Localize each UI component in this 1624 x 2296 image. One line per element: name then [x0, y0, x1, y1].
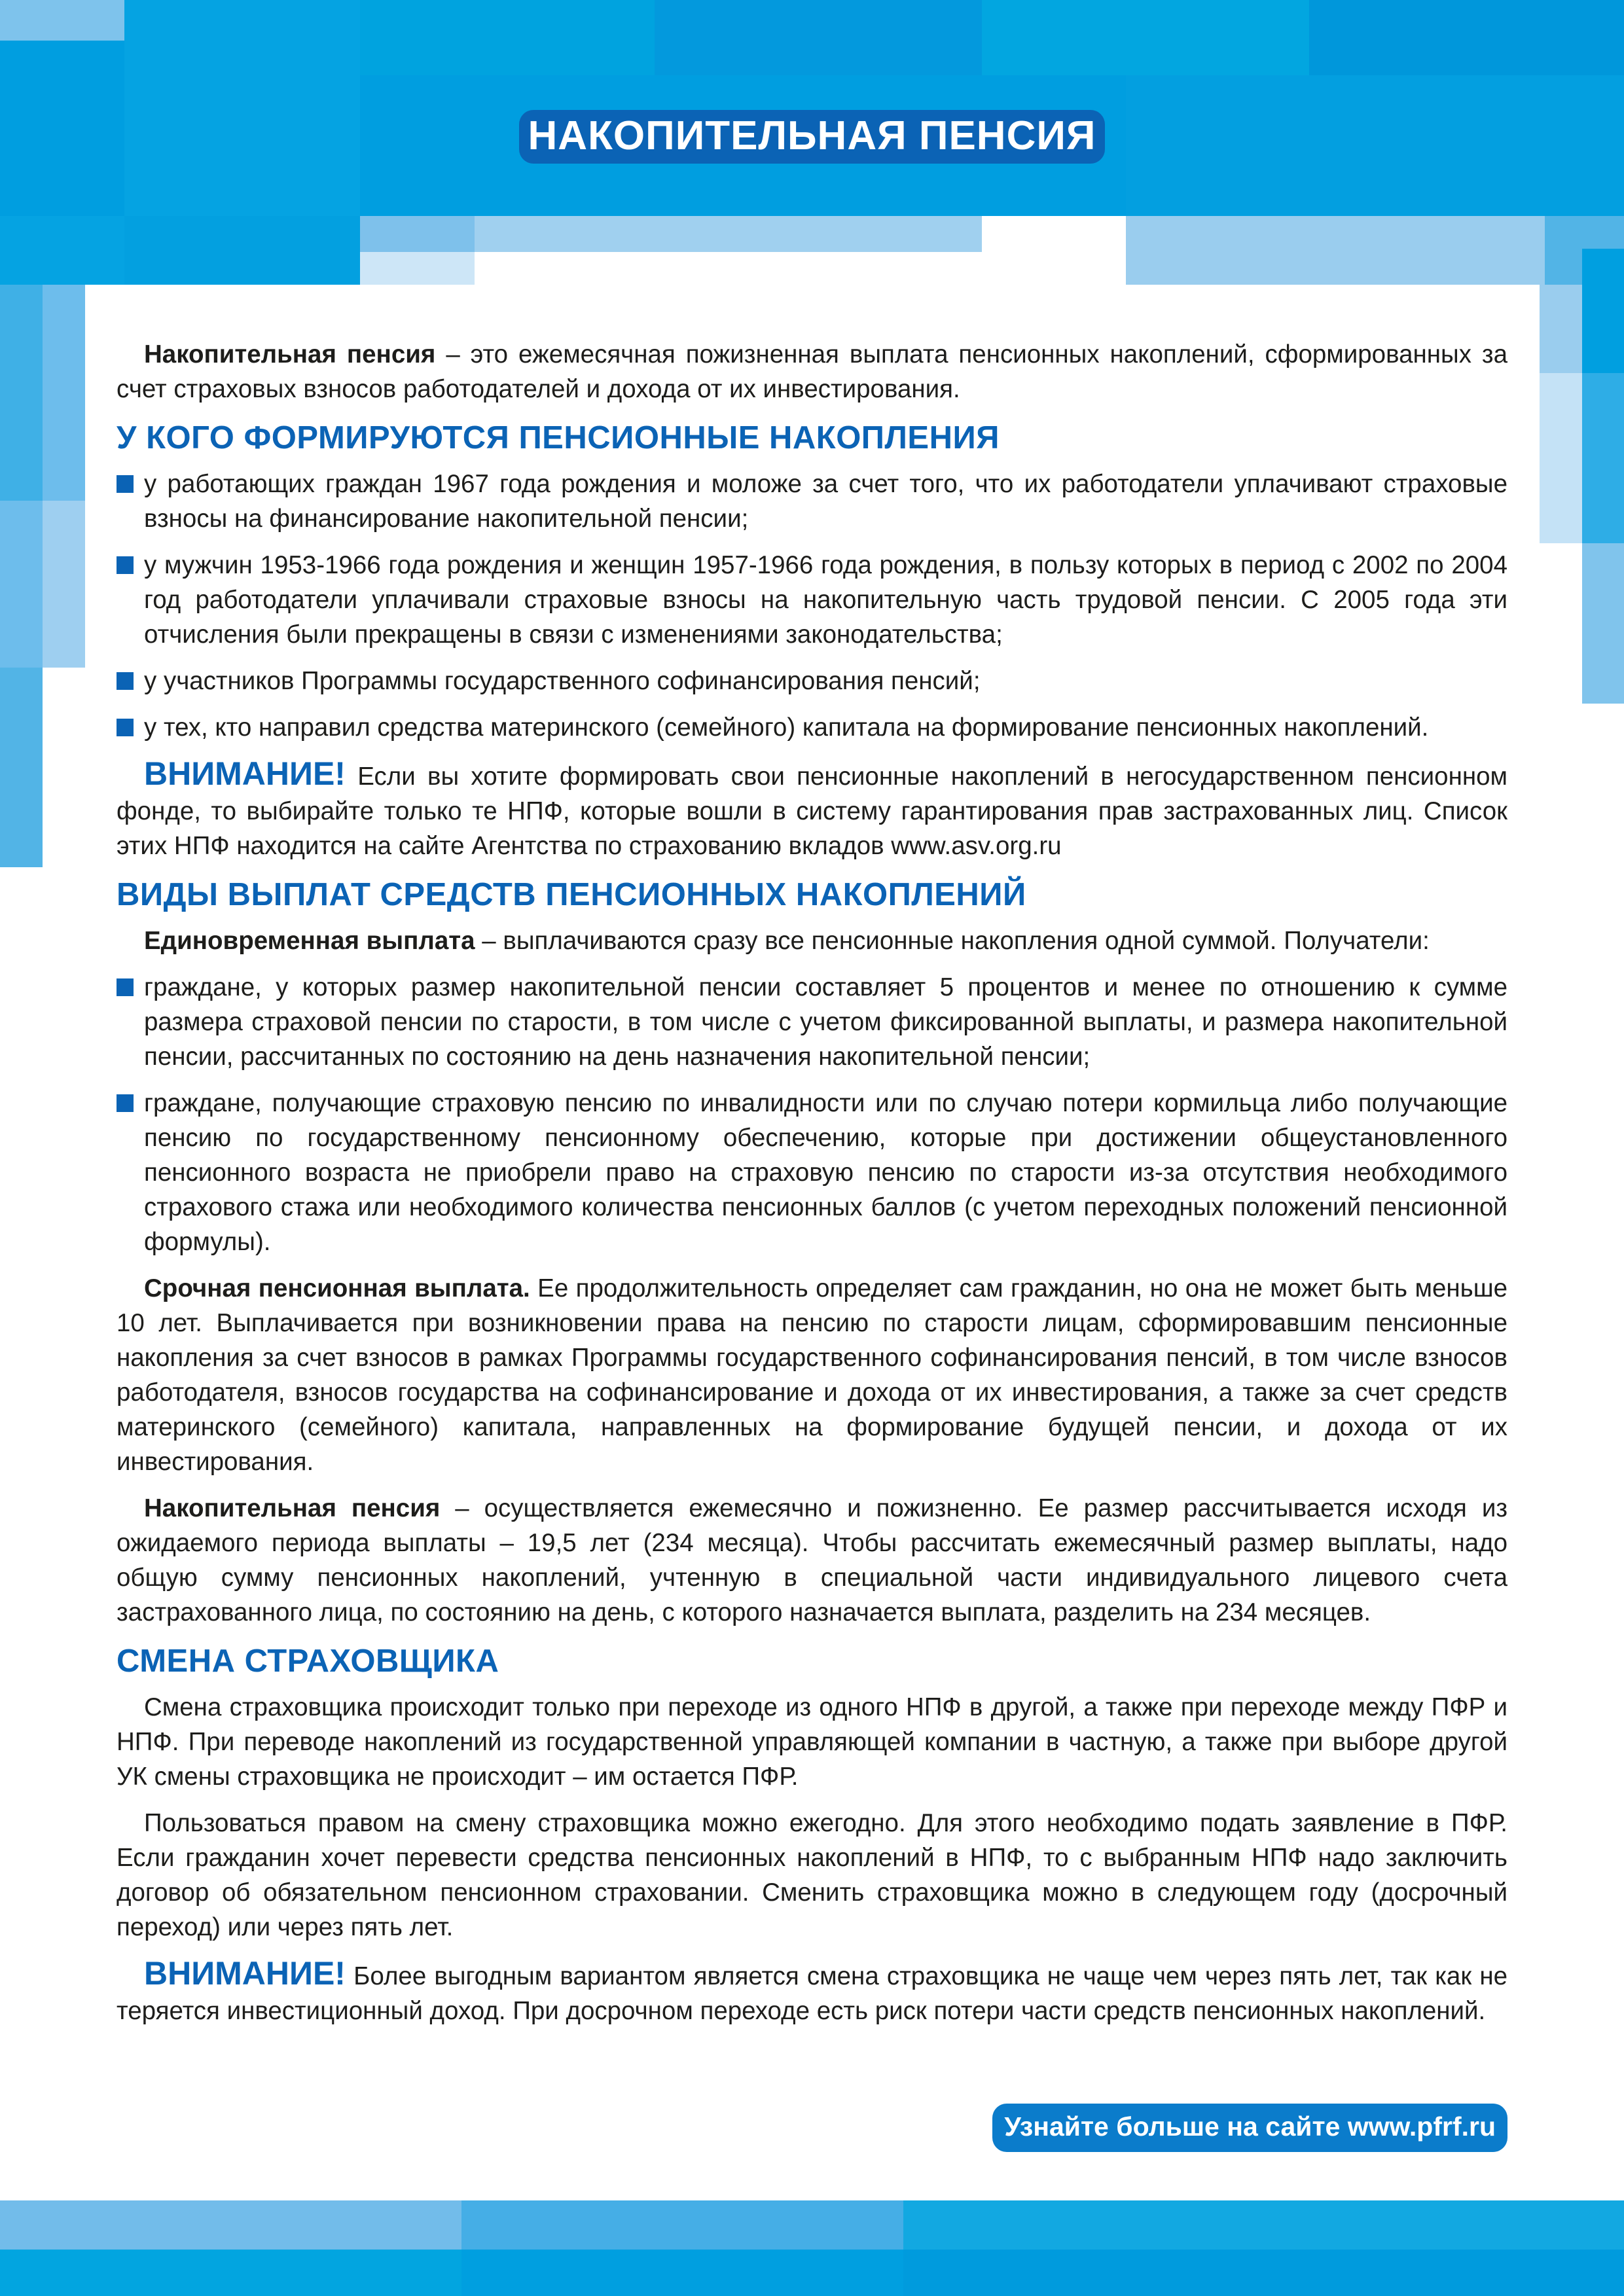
- bullet-square-icon: [117, 556, 134, 574]
- decor-block: [1126, 216, 1545, 285]
- bullet-square-icon: [117, 978, 134, 996]
- attention-text: Если вы хотите формировать свои пенсионные накоплений в негосударственном пенсионном фонде, то выбирайте только те НПФ, которые вошли в систему гарантирования прав застрахованных лиц. Список этих НПФ находится на сайте Агентства по страхованию вкладов www.asv.org.ru: [117, 762, 1507, 860]
- decor-right-strip: [1582, 543, 1624, 704]
- urgent-term: Срочная пенсионная выплата.: [144, 1274, 530, 1302]
- funded-term: Накопительная пенсия: [144, 1494, 441, 1522]
- list-item-text: у работающих граждан 1967 года рождения и моложе за счет того, что их работодатели уплачивают страховые взносы на финансирование накопительной пенсии;: [144, 470, 1507, 533]
- decor-left-strip: [0, 501, 43, 668]
- attention-paragraph: [117, 757, 1507, 863]
- funded-text: – осуществляется ежемесячно и пожизненно. Ее размер рассчитывается исходя из ожидаемого периода выплаты – 19,5 лет (234 месяца). Чтобы рассчитать ежемесячный размер выплаты, надо общую сумму пенсионных накоплений, учтенную в специальной части индивидуального лицевого счета застрахованного лица, по состоянию на день, с которого назначается выплата, разделить на 234 месяцев.: [117, 1494, 1507, 1626]
- decor-block: [360, 0, 655, 75]
- main-content: [117, 337, 1507, 2040]
- list-item: [117, 1086, 1507, 1259]
- funded-pension-paragraph: [117, 1491, 1507, 1630]
- insurer-change-paragraph-1: Смена страховщика происходит только при переходе из одного НПФ в другой, а также при переходе между ПФР и НПФ. При переводе накоплений из государственной управляющей компании в частную, а также при выборе другой УК смены страховщика не происходит – им остается ПФР.: [117, 1693, 1507, 1791]
- lump-sum-term: Единовременная выплата: [144, 927, 475, 955]
- learn-more-link[interactable]: Узнайте больше на сайте www.pfrf.ru: [992, 2104, 1507, 2152]
- lump-sum-text: – выплачиваются сразу все пенсионные накопления одной суммой. Получатели:: [475, 927, 1430, 955]
- intro-paragraph: [117, 337, 1507, 406]
- decor-left-strip: [43, 285, 85, 501]
- decor-block: [360, 216, 475, 252]
- list-item: [117, 664, 1507, 698]
- attention-label: ВНИМАНИЕ!: [144, 755, 346, 792]
- page-title: НАКОПИТЕЛЬНАЯ ПЕНСИЯ: [519, 110, 1106, 164]
- list-item-text: у мужчин 1953-1966 года рождения и женщин 1957-1966 года рождения, в пользу которых в период с 2002 по 2004 год работодатели уплачивали страховые взносы на накопительную часть трудовой пенсии. С 2005 года эти отчисления были прекращены в связи с изменениями законодательства;: [144, 551, 1507, 649]
- list-item: [117, 548, 1507, 652]
- decor-block: [0, 2200, 461, 2250]
- decor-block: [655, 0, 982, 75]
- decor-right-strip: [1582, 249, 1624, 373]
- attention-label: ВНИМАНИЕ!: [144, 1955, 346, 1992]
- list-item-text: граждане, получающие страховую пенсию по инвалидности или по случаю потери кормильца либо получающие пенсию по государственному пенсионному обеспечению, которые при достижении общеустановленного пенсионного возраста не приобрели право на страховую пенсию по старости из-за отсутствия необходимого страхового стажа или необходимого количества пенсионных баллов (с учетом переходных положений пенсионной формулы).: [144, 1089, 1507, 1256]
- who-list: [117, 467, 1507, 745]
- decor-block: [0, 2250, 461, 2296]
- decor-right-strip: [1582, 373, 1624, 543]
- decor-block: [360, 252, 475, 285]
- list-item-text: у участников Программы государственного софинансирования пенсий;: [144, 667, 981, 695]
- bullet-square-icon: [117, 475, 134, 493]
- title-container: [0, 110, 1624, 164]
- lump-sum-paragraph: [117, 924, 1507, 958]
- insurer-change-paragraph-2: Пользоваться правом на смену страховщика можно ежегодно. Для этого необходимо подать заявление в ПФР. Если гражданин хочет перевести средства пенсионных накоплений в НПФ, то с выбранным НПФ надо заключить договор об обязательном пенсионном страховании. Сменить страховщика можно в следующем году (досрочный переход) или через пять лет.: [117, 1809, 1507, 1941]
- decor-right-strip: [1540, 285, 1582, 373]
- attention-paragraph: [117, 1956, 1507, 2028]
- decor-right-strip: [1540, 373, 1582, 543]
- intro-text: – это ежемесячная пожизненная выплата пенсионных накоплений, сформированных за счет страховых взносов работодателей и дохода от их инвестирования.: [117, 340, 1507, 403]
- bullet-square-icon: [117, 672, 134, 690]
- urgent-text: Ее продолжительность определяет сам гражданин, но она не может быть меньше 10 лет. Выплачивается при возникновении права на пенсию по старости лицам, сформировавшим пенсионные накопления за счет взносов в рамках Программы государственного софинансирования пенсий, в том числе взносов работодателя, взносов государства на софинансирование и дохода от их инвестирования, а также за счет средств материнского (семейного) капитала, направленных на формирование будущей пенсии, и дохода от их инвестирования.: [117, 1274, 1508, 1476]
- section-heading-who: У КОГО ФОРМИРУЮТСЯ ПЕНСИОННЫЕ НАКОПЛЕНИЯ: [117, 420, 1000, 456]
- attention-text: Более выгодным вариантом является смена страховщика не чаще чем через пять лет, так как не теряется инвестиционный доход. При досрочном переходе есть риск потери части средств пенсионных накоплений.: [117, 1962, 1507, 2025]
- list-item: [117, 710, 1507, 745]
- decor-block: [0, 216, 124, 285]
- section-heading-payments: ВИДЫ ВЫПЛАТ СРЕДСТВ ПЕНСИОННЫХ НАКОПЛЕНИЙ: [117, 877, 1026, 912]
- bullet-square-icon: [117, 1094, 134, 1112]
- decor-left-strip: [0, 668, 43, 867]
- decor-left-strip: [43, 501, 85, 668]
- decor-block: [1309, 0, 1624, 75]
- decor-block: [461, 2200, 903, 2250]
- decor-block: [903, 2250, 1624, 2296]
- list-item: [117, 467, 1507, 536]
- bullet-square-icon: [117, 719, 134, 736]
- decor-block: [0, 0, 124, 41]
- decor-block: [903, 2200, 1624, 2250]
- decor-left-strip: [0, 285, 43, 501]
- decor-block: [124, 216, 360, 285]
- decor-block: [982, 0, 1309, 75]
- decor-block: [461, 2250, 903, 2296]
- list-item-text: у тех, кто направил средства материнского (семейного) капитала на формирование пенсионных накоплений.: [144, 713, 1429, 742]
- intro-term: Накопительная пенсия: [144, 340, 436, 368]
- list-item: [117, 970, 1507, 1074]
- list-item-text: граждане, у которых размер накопительной пенсии составляет 5 процентов и менее по отношению к сумме размера страховой пенсии по старости, в том числе с учетом фиксированной выплаты, и размера накопительной пенсии, рассчитанных по состоянию на день назначения накопительной пенсии;: [144, 973, 1507, 1071]
- section-heading-insurer-change: СМЕНА СТРАХОВЩИКА: [117, 1643, 499, 1679]
- recipients-list: [117, 970, 1507, 1259]
- urgent-payment-paragraph: [117, 1271, 1507, 1479]
- decor-block: [124, 0, 360, 216]
- decor-block: [475, 216, 982, 252]
